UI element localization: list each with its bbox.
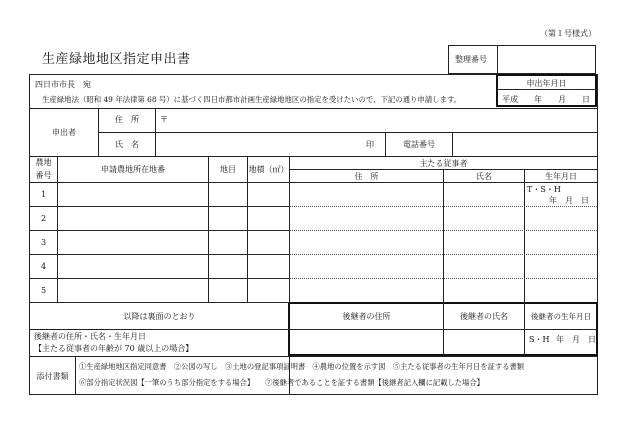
- worker-name-field[interactable]: [446, 232, 522, 252]
- area-field[interactable]: [250, 184, 287, 204]
- land-category-field[interactable]: [211, 280, 245, 300]
- successor-era: S・H: [529, 335, 550, 344]
- worker-address-field[interactable]: [292, 184, 441, 204]
- successor-name-field[interactable]: [446, 332, 521, 353]
- application-date-field[interactable]: [512, 92, 592, 104]
- birth-date-field[interactable]: [527, 256, 595, 276]
- applicant-name-field[interactable]: [158, 135, 358, 154]
- main-worker-header: 主たる従事者: [419, 159, 468, 168]
- row-number: 3: [40, 238, 47, 247]
- land-category-field[interactable]: [211, 208, 245, 228]
- applicant-address-field[interactable]: [172, 111, 592, 130]
- worker-name-field[interactable]: [446, 280, 522, 300]
- address-label: 住 所: [115, 115, 139, 124]
- attachments-line1: ①生産緑地地区指定同意書 ②公図の写し ③土地の登記事項証明書 ④農地の位置を示す図 ⑤主たる従事者の生年月日を証する書類: [79, 362, 525, 371]
- worker-name-field[interactable]: [446, 208, 522, 228]
- location-field[interactable]: [60, 184, 206, 204]
- addressee: 四日市市長 宛: [35, 80, 91, 89]
- form-number: （第１号様式）: [540, 29, 596, 38]
- worker-name-header: 氏名: [476, 172, 492, 181]
- area-field[interactable]: [250, 232, 287, 252]
- land-category-field[interactable]: [211, 232, 245, 252]
- name-label: 氏 名: [115, 140, 139, 149]
- location-field[interactable]: [60, 232, 206, 252]
- worker-address-field[interactable]: [292, 232, 441, 252]
- phone-field[interactable]: [455, 135, 593, 154]
- successor-name-label: 後継者の氏名: [460, 312, 508, 321]
- serial-number-field[interactable]: [499, 47, 594, 72]
- birth-date-field[interactable]: [527, 232, 595, 252]
- date-day: 日: [582, 95, 590, 104]
- land-category-header: 地目: [220, 165, 236, 174]
- land-category-field[interactable]: [211, 184, 245, 204]
- successor-note-line2: 【主たる従事者の年齢が 70 歳以上の場合】: [34, 344, 194, 353]
- continued-label: 以降は裏面のとおり: [123, 312, 196, 321]
- attachments-label: 添付書類: [36, 372, 69, 381]
- seal-mark: 印: [366, 140, 374, 149]
- lot-number-header-2: 番号: [35, 171, 52, 180]
- attachments-line2: ⑥部分指定状況図【一筆のうち部分指定をする場合】 ⑦後継者であることを証する書類【後継者記入欄に記載した場合】: [79, 378, 484, 387]
- applicant-label: 申出者: [52, 128, 76, 137]
- phone-label: 電話番号: [403, 140, 435, 149]
- area-header: 地積（㎡）: [248, 165, 289, 174]
- successor-note-line1: 後継者の住所・氏名・生年月日: [34, 332, 146, 341]
- location-field[interactable]: [60, 280, 206, 300]
- location-field[interactable]: [60, 208, 206, 228]
- area-field[interactable]: [250, 256, 287, 276]
- successor-address-field[interactable]: [292, 332, 440, 353]
- successor-ymd: 年 月 日: [556, 335, 596, 344]
- statement: 生産緑地法（昭和 49 年法律第 68 号）に基づく四日市都市計画生産緑地地区の指定を受けたいので、下記の通り申請します。: [42, 95, 462, 104]
- worker-name-field[interactable]: [446, 184, 522, 204]
- page-title: 生産緑地地区指定申出書: [42, 52, 191, 67]
- worker-address-field[interactable]: [292, 280, 441, 300]
- land-category-field[interactable]: [211, 256, 245, 276]
- area-field[interactable]: [250, 280, 287, 300]
- location-header: 申請農地所在地番: [101, 165, 165, 174]
- birth-date-header: 生年月日: [545, 172, 577, 181]
- successor-birth-label: 後継者の生年月日: [531, 312, 591, 321]
- row-number: 5: [40, 286, 47, 295]
- birth-date-field[interactable]: [527, 208, 595, 228]
- birth-ymd: 年 月 日: [549, 196, 589, 205]
- birth-date-field[interactable]: [527, 280, 595, 300]
- birth-era: T・S・H: [527, 185, 561, 194]
- successor-address-label: 後継者の住所: [342, 312, 391, 321]
- area-field[interactable]: [250, 208, 287, 228]
- lot-number-header-1: 農地: [35, 158, 52, 167]
- date-era: 平成: [502, 95, 518, 104]
- row-number: 2: [40, 214, 47, 223]
- serial-number-label: 整理番号: [455, 55, 487, 64]
- worker-name-field[interactable]: [446, 256, 522, 276]
- row-number: 4: [40, 262, 47, 271]
- row-number: 1: [40, 190, 47, 199]
- date-year: 年: [534, 95, 542, 104]
- location-field[interactable]: [60, 256, 206, 276]
- worker-address-field[interactable]: [292, 256, 441, 276]
- date-month: 月: [558, 95, 566, 104]
- application-date-label: 申出年月日: [526, 79, 567, 88]
- postal-mark: 〒: [160, 115, 168, 124]
- worker-address-field[interactable]: [292, 208, 441, 228]
- worker-address-header: 住 所: [354, 172, 379, 181]
